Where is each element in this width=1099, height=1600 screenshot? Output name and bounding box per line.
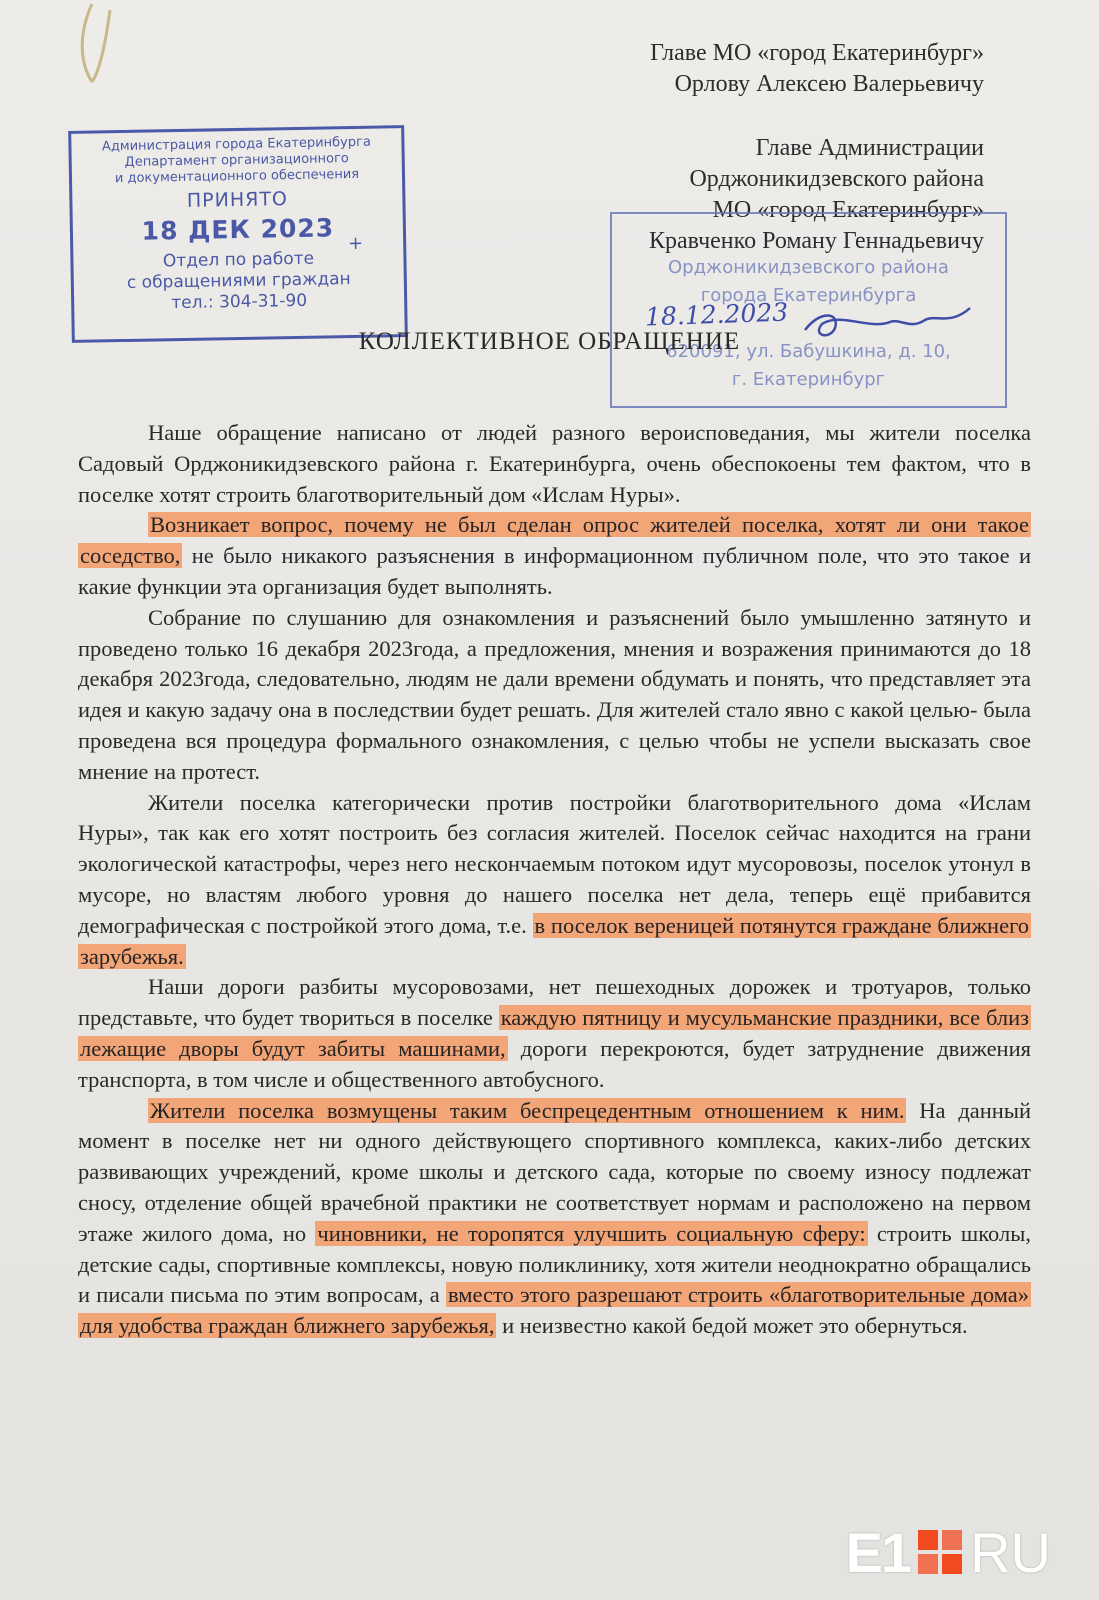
paragraph [78, 418, 1031, 510]
paragraph-text: На данный момент в поселке нет ни одного действующего спортивного комплекса, каких-либо детских развивающих учреждений, кроме школы и детского сада, которые по своему износу подлежат сносу, отделение общей врачебной практики не соответствует нормам и расположено на первом этаже жилого дома, но [78, 1097, 1031, 1246]
logo-ru-text: RU [970, 1520, 1051, 1584]
highlighted-text: Возникает вопрос, почему не был сделан опрос жителей поселка, хотят ли они такое соседство, [80, 512, 1029, 569]
district-stamp-line: 620091, ул. Бабушкина, д. 10, [666, 341, 951, 362]
district-stamp-line: г. Екатеринбург [731, 369, 886, 390]
addressee-line: Главе Администрации [755, 135, 984, 161]
highlighted-text: в поселок вереницей потянутся граждане ближнего зарубежья. [80, 912, 1029, 969]
document-title: КОЛЛЕКТИВНОЕ ОБРАЩЕНИЕ [358, 328, 741, 355]
stamp-org-line: и документационного обеспечения [114, 166, 360, 187]
addressee-line: МО «город Екатеринбург» [712, 197, 984, 223]
stamp-dept-line: с обращениями граждан [126, 269, 351, 293]
stamp-mark: + [347, 232, 364, 255]
paragraph-text: Собрание по слушанию для ознакомления и разъяснений было умышленно затянуто и проведено только 16 декабря 2023года, а предложения, мнения и возражения принимаются до 18 декабря 2023года, следовательно, людям не дали времени обдумать и понять, что представляет эта идея и какую задачу она в последствии будет решать. Для жителей стало явно с какой целью- была проведена вся процедура формального ознакомления, с целью чтобы не успели высказать свое мнение на протест. [78, 604, 1031, 784]
paragraph [78, 603, 1031, 788]
highlighted-text: каждую пятницу и мусульманские праздники, все близ лежащие дворы будут забиты машинами, [80, 1005, 1029, 1061]
stamp-status: ПРИНЯТО [186, 188, 289, 212]
paragraph-text: дороги перекроются, будет затруднение движения транспорта, в том числе и общественного автобусного. [78, 1035, 1031, 1092]
paragraph [78, 510, 1031, 602]
handwritten-date: 18.12.2023 [644, 297, 789, 332]
e1-logo [845, 1520, 1051, 1584]
stamp-phone: тел.: 304-31-90 [171, 290, 308, 314]
paragraph [78, 1096, 1031, 1342]
addressee-line: Главе МО «город Екатеринбург» [650, 40, 984, 66]
paragraph-text: Наше обращение написано от людей разного вероисповедания, мы жители поселка Садовый Орджоникидзевского района г. Екатеринбурга, очень обеспокоены тем фактом, что в поселке хотят строить благотворительный дом «Ислам Нуры». [78, 420, 1031, 507]
stamp-date: 18 ДЕК 2023 [141, 213, 335, 246]
highlighted-text: Жители поселка возмущены таким беспрецедентным отношением к ним. [150, 1097, 905, 1123]
addressee-line: Орлову Алексею Валерьевичу [674, 71, 984, 97]
logo-square-icon [918, 1530, 962, 1574]
paragraph-text: не было никакого разъяснения в информационном публичном поле, что это такое и какие функции эта организация будет выполнять. [78, 543, 1031, 599]
addressee-line: Кравченко Роману Геннадьевичу [649, 228, 984, 254]
received-stamp [68, 125, 408, 343]
letter-body [78, 418, 1031, 1342]
paragraph [78, 972, 1031, 1095]
paragraph [78, 788, 1031, 973]
highlighted-text: вместо этого разрешают строить «благотворительные дома» для удобства граждан ближнего зарубежья, [80, 1282, 1029, 1339]
highlighted-text: чиновники, не торопятся улучшить социальную сферу: [317, 1220, 866, 1246]
paragraph-text: строить школы, детские сады, спортивные комплексы, новую поликлинику, хотя жители неоднократно обращались и писали письма по этим вопросам, а [78, 1220, 1031, 1308]
paper-clip-icon [70, 0, 130, 90]
paragraph-text: Наши дороги разбиты мусоровозами, нет пешеходных дорожек и тротуаров, только представьте, что будет твориться в поселке [78, 974, 1031, 1031]
district-stamp-line: города Екатеринбурга [700, 285, 917, 306]
logo-e1-text: E1 [845, 1520, 911, 1584]
paragraph-text: Жители поселка категорически против постройки благотворительного дома «Ислам Нуры», так как его хотят построить без согласия жителей. Поселок сейчас находится на грани экологической катастрофы, через него нескончаемым потоком идут мусоровозы, поселок утонул в мусоре, но властям любого уровня до нашего поселка нет дела, теперь ещё прибавится демографическая с постройкой этого дома, т.е. [78, 789, 1031, 938]
stamp-dept-line: Отдел по работе [162, 248, 315, 272]
district-stamp-line: Орджоникидзевского района [668, 257, 949, 278]
stamp-org-line: Администрация города Екатеринбурга [101, 134, 372, 155]
addressee-line: Орджоникидзевского района [689, 166, 984, 192]
paragraph-text: и неизвестно какой бедой может это обернуться. [496, 1313, 968, 1339]
stamp-org-line: Департамент организационного [124, 151, 349, 170]
addressee-mayor [650, 38, 984, 100]
